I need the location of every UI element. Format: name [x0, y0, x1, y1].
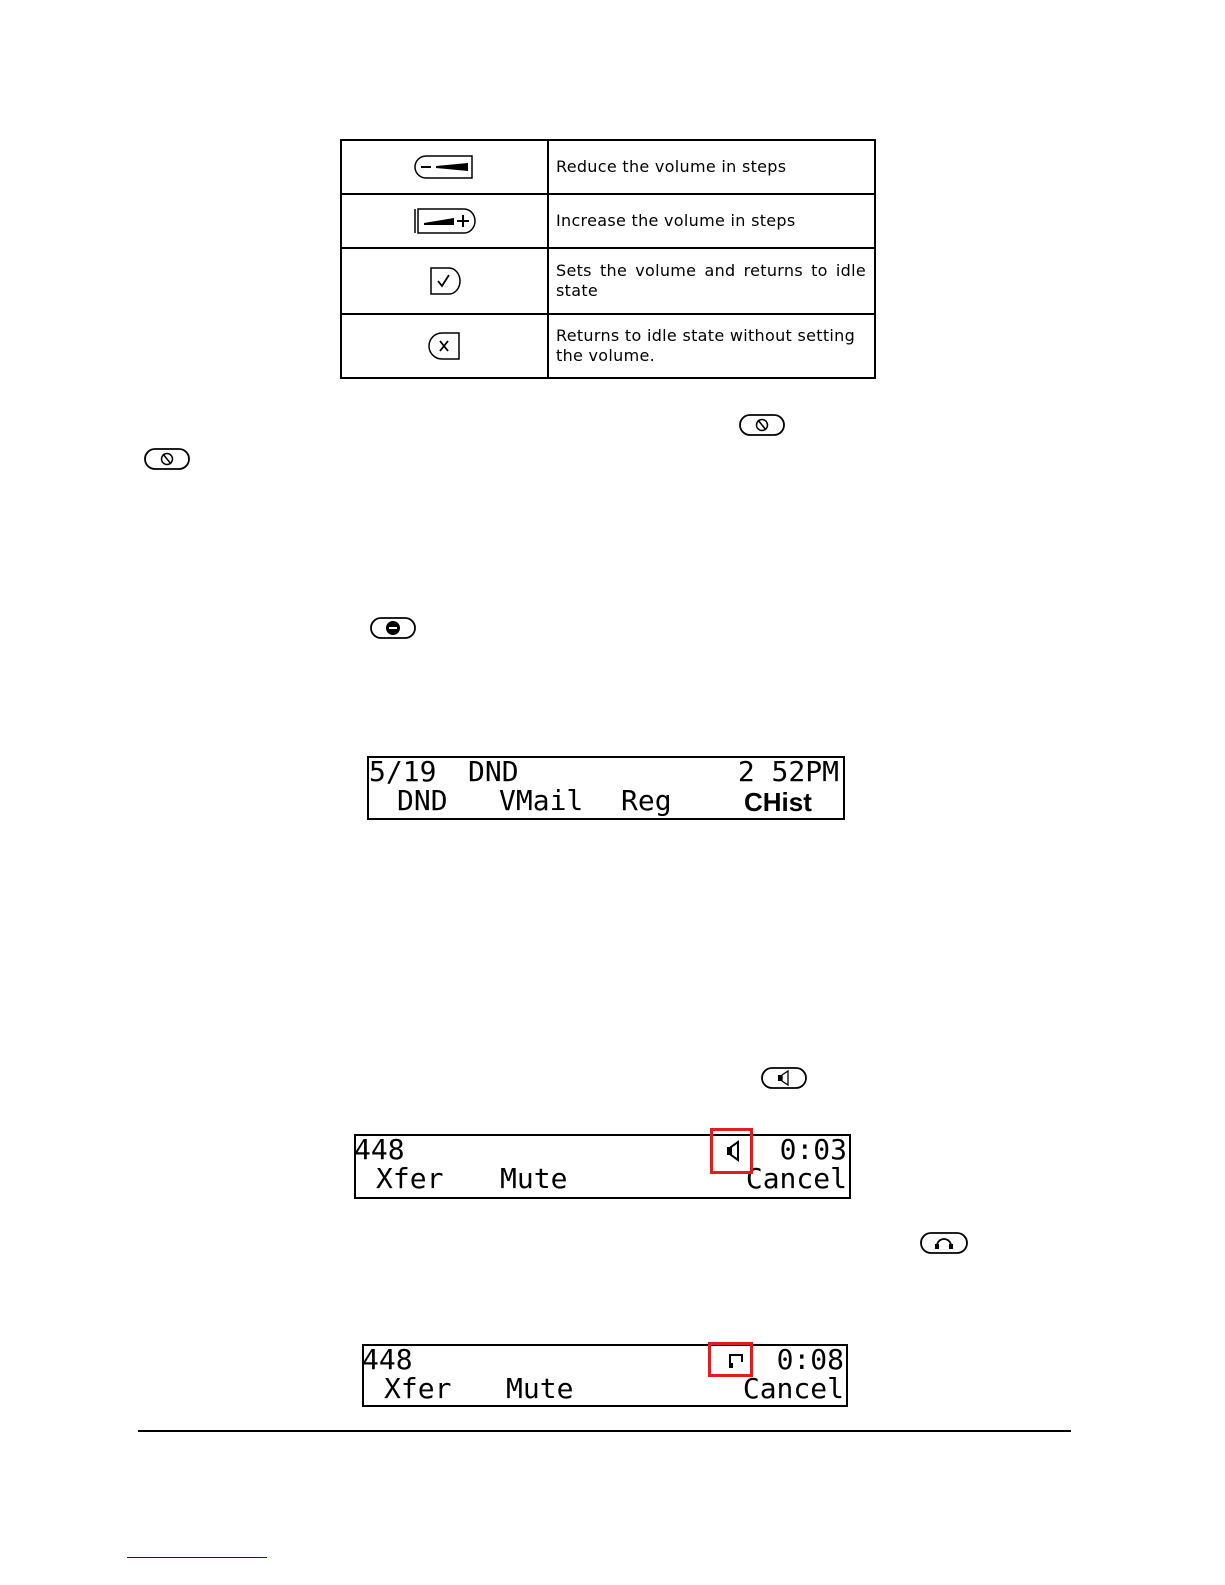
lcd-headset-display [362, 1344, 848, 1407]
key-description: Reduce the volume in steps [548, 140, 875, 194]
key-description: Sets the volume and returns to idle state [548, 248, 875, 314]
headset-key-icon [919, 1231, 969, 1255]
table-row [341, 194, 875, 248]
lcd-number: 448 [354, 1133, 405, 1166]
softkey-mute[interactable]: Mute [506, 1372, 574, 1405]
lcd-time: 2 52PM [737, 755, 839, 788]
softkey-xfer[interactable]: Xfer [376, 1162, 444, 1195]
softkey-cancel[interactable]: Cancel [745, 1162, 847, 1195]
speaker-icon-highlight [710, 1128, 753, 1174]
lcd-status: DND [468, 755, 519, 788]
headset-icon-highlight [708, 1342, 753, 1377]
softkey-chist[interactable]: CHist [744, 787, 812, 817]
dnd-key-icon [143, 447, 191, 471]
table-row [341, 140, 875, 194]
dnd-key-icon [738, 413, 786, 437]
softkey-xfer[interactable]: Xfer [384, 1372, 452, 1405]
lcd-timer: 0:03 [779, 1133, 847, 1166]
softkey-reg[interactable]: Reg [621, 784, 672, 817]
lcd-number: 448 [362, 1343, 413, 1376]
key-cell [341, 140, 548, 194]
softkey-dnd[interactable]: DND [397, 784, 448, 817]
key-description: Increase the volume in steps [548, 194, 875, 248]
lcd-idle-display [367, 756, 845, 820]
ok-key-icon [427, 266, 463, 296]
table-row [341, 248, 875, 314]
key-cell [341, 314, 548, 378]
volume-up-key-icon [412, 207, 478, 235]
lcd-speaker-display [354, 1134, 851, 1199]
key-description: Returns to idle state without setting the volume. [548, 314, 875, 378]
footer-rule [138, 1430, 1071, 1432]
key-cell [341, 194, 548, 248]
footnote-link-underline [127, 1557, 267, 1558]
mute-key-icon [369, 616, 417, 640]
speaker-key-icon [760, 1066, 808, 1090]
cancel-key-icon [427, 331, 463, 361]
lcd-timer: 0:08 [776, 1343, 844, 1376]
key-cell [341, 248, 548, 314]
softkey-vmail[interactable]: VMail [499, 784, 584, 817]
softkey-cancel[interactable]: Cancel [742, 1372, 844, 1405]
table-row [341, 314, 875, 378]
softkey-mute[interactable]: Mute [500, 1162, 568, 1195]
volume-keys-table [340, 139, 876, 379]
lcd-date: 5/19 [369, 755, 437, 788]
volume-down-key-icon [414, 154, 476, 180]
